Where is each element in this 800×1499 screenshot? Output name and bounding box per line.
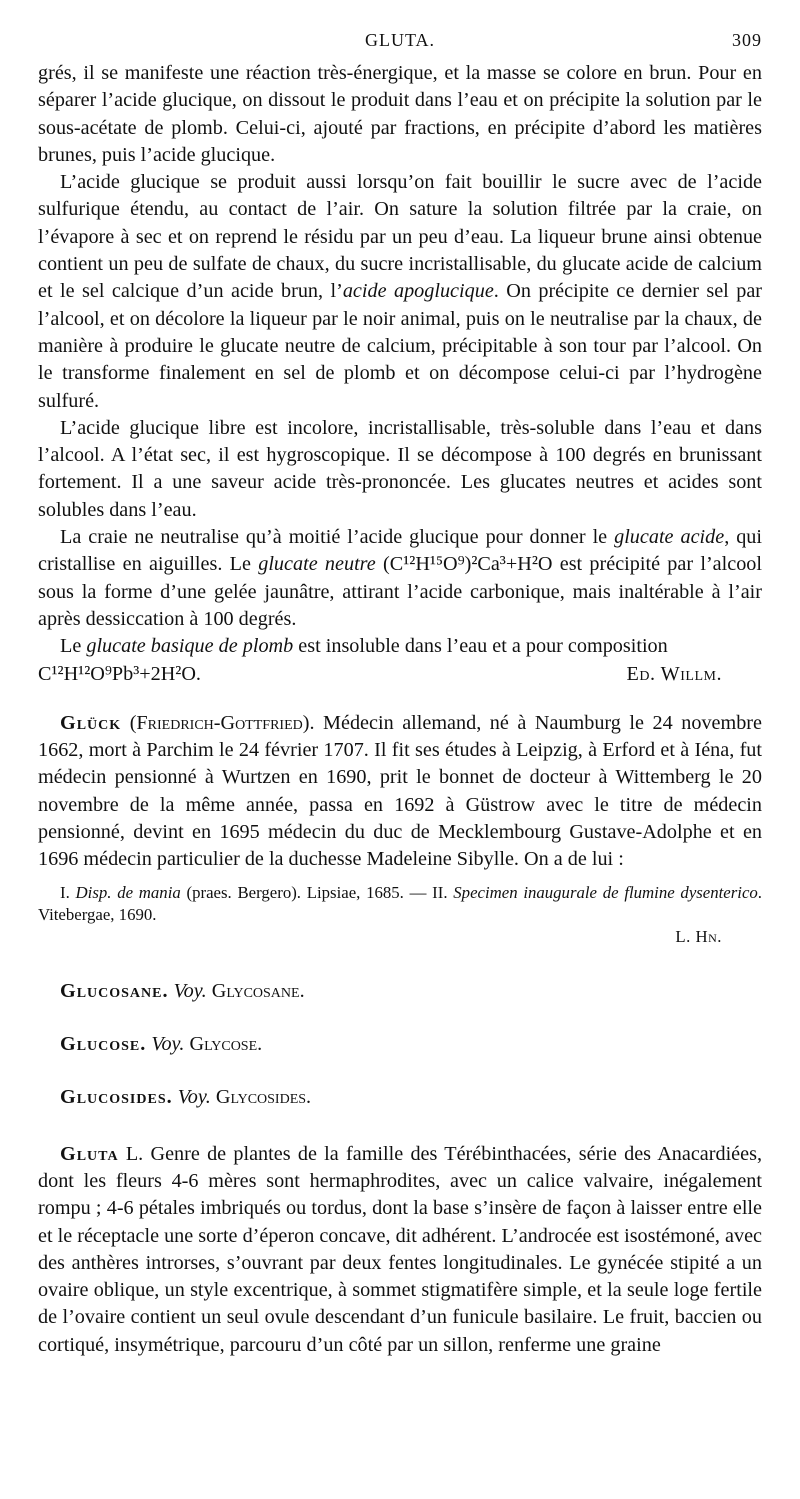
xref-target: Glycosane.: [211, 979, 305, 1002]
term-glucate-basique: glucate basique de plomb: [86, 635, 294, 658]
term-glucate-neutre: glucate neutre: [258, 553, 376, 576]
bibliography: I. Disp. de mania (praes. Bergero). Lipsiae, 1685. — II. Specimen inaugurale de flumine dysenterico. Vitebergae, 1690.: [38, 882, 762, 924]
page-number: 309: [732, 30, 762, 50]
running-head: [38, 30, 762, 60]
term-glucate-acide: glucate acide: [614, 526, 725, 549]
ref-title-1: Disp. de mania: [75, 882, 181, 902]
paragraph-glucique-5: Le glucate basique de plomb est insoluble dans l’eau et a pour composition: [60, 635, 668, 658]
xref-target: Glycosides.: [215, 1085, 312, 1108]
paragraph-glucique-3: L’acide glucique libre est incolore, incristallisable, très-soluble dans l’eau et dans l’alcool. A l’état sec, il est hygroscopique. Il se décompose à 100 degrés en brunissant fortement. Il a une saveur acide très-prononcée. Les glucates neutres et acides sont solubles dans l’eau.: [38, 416, 762, 521]
entry-forenames: (Friedrich-Gottfried).: [129, 711, 315, 734]
formula-glucate-plomb: C¹²H¹²O⁹Pb³+2H²O.: [38, 662, 201, 685]
ref-title-2: Specimen inaugurale de flumine dysenterico: [453, 882, 758, 902]
formula-signature-row: [38, 661, 762, 688]
term-acide-apoglucique: acide apoglucique: [342, 280, 494, 303]
author-signature: Ed. Willm.: [626, 662, 722, 685]
signature-row: [38, 926, 762, 948]
entry-heading: Glucosane.: [60, 979, 169, 1002]
formula-glucate-neutre: (C¹²H¹⁵O⁹)²Ca³+H²O: [383, 553, 553, 576]
xref-glucose: Glucose. Voy. Glycose.: [60, 1032, 263, 1055]
running-title: GLUTA.: [364, 30, 436, 50]
entry-gluta: Gluta L. Genre de plantes de la famille des Térébinthacées, série des Anacardiées, dont les fleurs 4-6 mères sont hermaphrodites, avec un calice valvaire, inégalement rompu ; 4-6 pétales imbriqués ou tordus, dont la base s’insère de façon à laisser entre elle et le réceptacle une sorte d’éperon concave, dit adhérent. L’androcée est isostémoné, avec des anthères introrses, s’ouvrant par deux fentes longitudinales. Le gynécée stipité a un ovaire oblique, un style excentrique, à sommet stigmatifère simple, et la seule loge fertile de l’ovaire contient un seul ovule descendant d’un funicule basilaire. Le fruit, baccien ou cortiqué, insymétrique, parcouru d’un côté par un sillon, renferme une graine: [38, 1142, 762, 1356]
author-signature: L. Hn.: [675, 926, 722, 946]
entry-heading: Glück: [60, 711, 122, 734]
xref-target: Glycose.: [189, 1032, 263, 1055]
entry-heading: Glucose.: [60, 1032, 147, 1055]
page: [38, 30, 762, 1359]
entry-gluck: Glück (Friedrich-Gottfried). Médecin allemand, né à Naumburg le 24 novembre 1662, mort à Parchim le 24 février 1707. Il fit ses études à Leipzig, à Erford et à Iéna, fut médecin pensionné à Wurtzen en 1690, prit le bonnet de docteur à Wittemberg le 20 novembre de la même année, passa en 1692 à Güstrow avec le titre de médecin pensionné, devint en 1695 médecin du duc de Mecklembourg Gustave-Adolphe et en 1696 médecin particulier de la duchesse Madeleine Sibylle. On a de lui :: [38, 711, 762, 871]
paragraph-glucique-2: L’acide glucique se produit aussi lorsqu’on fait bouillir le sucre avec de l’acide sulfurique étendu, au contact de l’air. On sature la solution filtrée par la craie, on l’évapore à sec et on reprend le résidu par un peu d’eau. La liqueur brune ainsi obtenue contient un peu de sulfate de chaux, du sucre incristallisable, du glucate acide de calcium et le sel calcique d’un acide brun, l’acide apoglucique. On précipite ce dernier sel par l’alcool, et on décolore la liqueur par le noir animal, puis on le neutralise par la chaux, de manière à produire le glucate neutre de calcium, précipitable à son tour par l’alcool. On le transforme finalement en sel de plomb et on décompose celui-ci par l’hydrogène sulfuré.: [38, 171, 763, 412]
xref-glucosane: Glucosane. Voy. Glycosane.: [60, 979, 305, 1002]
paragraph-glucique-1: grés, il se manifeste une réaction très-énergique, et la masse se colore en brun. Pour en séparer l’acide glucique, on dissout le produit dans l’eau et on précipite la solution par le sous-acétate de plomb. Celui-ci, ajouté par fractions, en précipite d’abord les matières brunes, puis l’acide glucique.: [38, 62, 762, 166]
xref-glucosides: Glucosides. Voy. Glycosides.: [60, 1085, 312, 1108]
paragraph-glucique-4: La craie ne neutralise qu’à moitié l’acide glucique pour donner le glucate acide, qui cristallise en aiguilles. Le glucate neutre (C¹²H¹⁵O⁹)²Ca³+H²O est précipité par l’alcool sous la forme d’une gelée jaunâtre, attirant l’acide carbonique, mais inaltérable à l’air après dessiccation à 100 degrés.: [38, 526, 763, 630]
entry-heading: Glucosides.: [60, 1085, 173, 1108]
entry-heading: Gluta: [60, 1142, 119, 1165]
